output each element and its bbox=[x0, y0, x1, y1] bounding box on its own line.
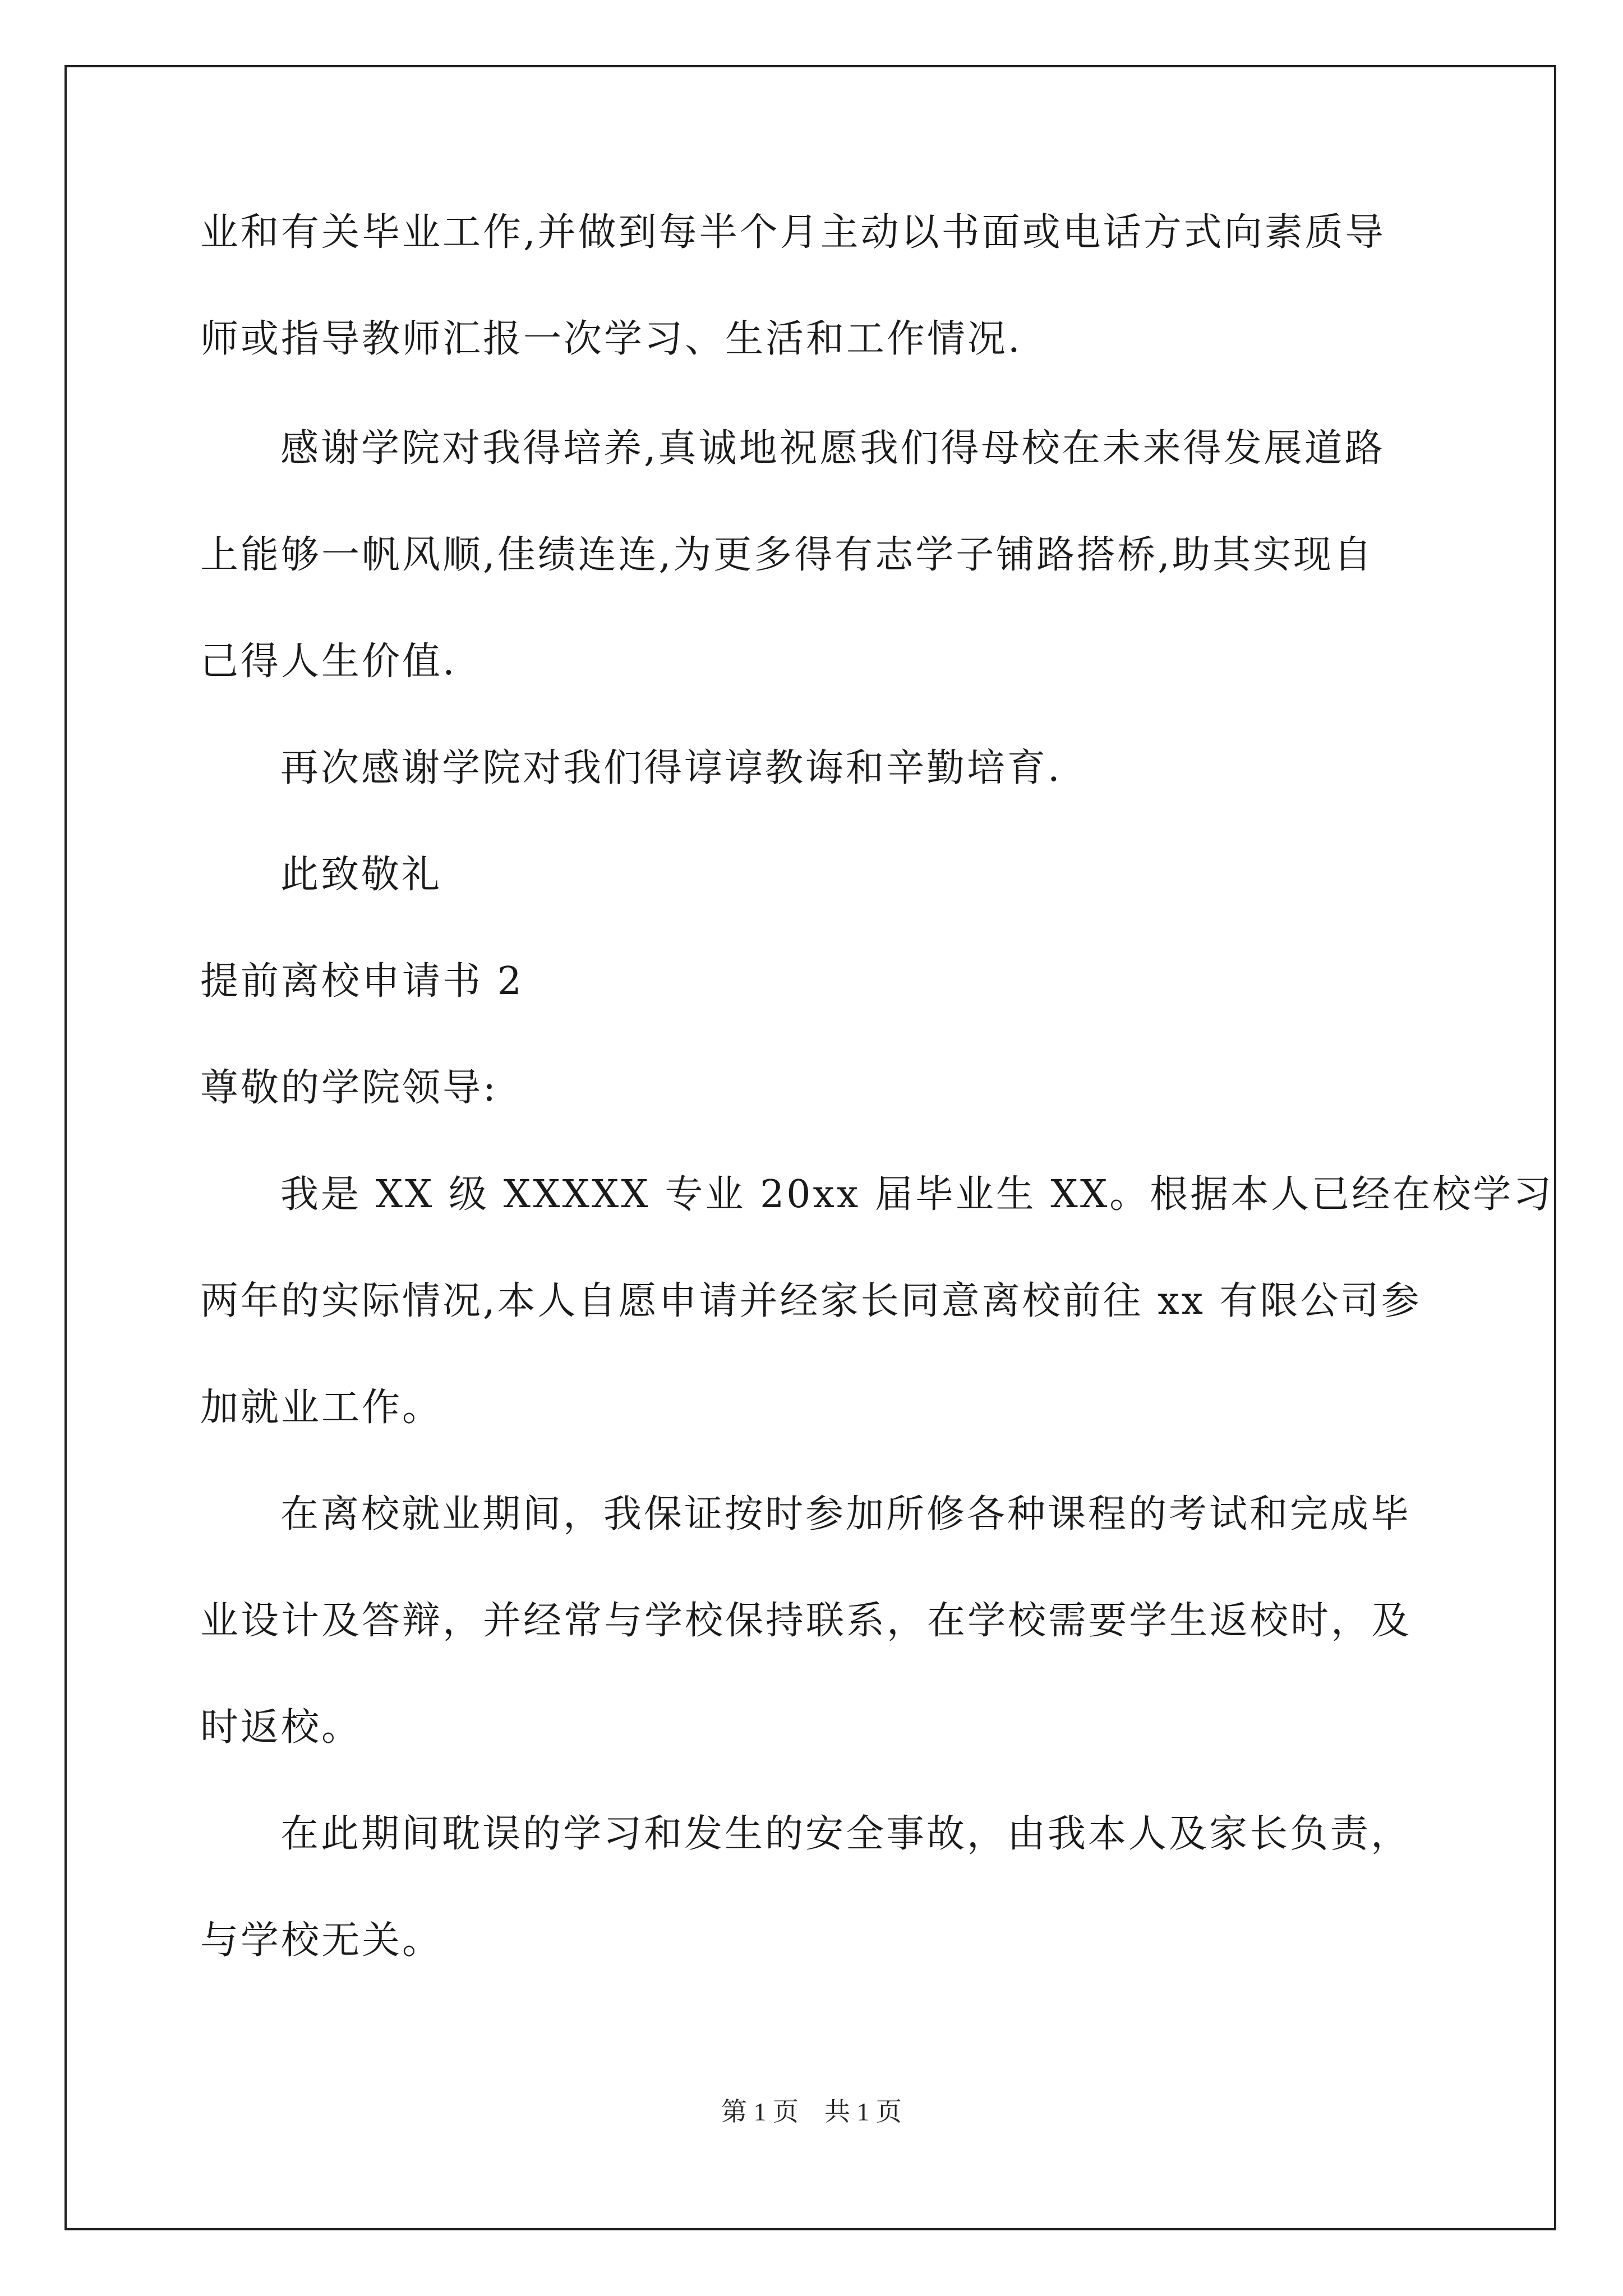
paragraph-first-line: 在此期间耽误的学习和发生的安全事故，由我本人及家长负责， bbox=[280, 1812, 1412, 1856]
body-text-line: 与学校无关。 bbox=[200, 1918, 443, 1963]
paragraph-first-line: 再次感谢学院对我们得谆谆教诲和辛勤培育. bbox=[280, 746, 1062, 790]
paragraph-first-line: 感谢学院对我得培养,真诚地祝愿我们得母校在未来得发展道路 bbox=[280, 426, 1385, 471]
body-text-line: 己得人生价值. bbox=[200, 639, 457, 684]
body-text-line: 上能够一帆风顺,佳绩连连,为更多得有志学子铺路搭桥,助其实现自 bbox=[200, 533, 1374, 577]
section-heading: 提前离校申请书 2 bbox=[200, 959, 524, 1004]
body-text-line: 加就业工作。 bbox=[200, 1386, 443, 1430]
paragraph-first-line: 我是 XX 级 XXXXX 专业 20xx 届毕业生 XX。根据本人已经在校学习 bbox=[280, 1172, 1554, 1217]
body-text-line: 两年的实际情况,本人自愿申请并经家长同意离校前往 xx 有限公司参 bbox=[200, 1279, 1422, 1323]
body-text-line: 业设计及答辩，并经常与学校保持联系，在学校需要学生返校时，及 bbox=[200, 1599, 1412, 1643]
paragraph-first-line: 在离校就业期间，我保证按时参加所修各种课程的考试和完成毕 bbox=[280, 1492, 1412, 1536]
body-text-line: 时返校。 bbox=[200, 1705, 362, 1750]
letter-greeting: 尊敬的学院领导: bbox=[200, 1066, 498, 1110]
body-text-line: 业和有关毕业工作,并做到每半个月主动以书面或电话方式向素质导 bbox=[200, 210, 1386, 255]
closing-salutation: 此致敬礼 bbox=[280, 853, 442, 897]
page-number-footer: 第 1 页 共 1 页 bbox=[721, 2097, 902, 2126]
body-text-line: 师或指导教师汇报一次学习、生活和工作情况. bbox=[200, 317, 1022, 361]
page-frame bbox=[64, 65, 1556, 2230]
